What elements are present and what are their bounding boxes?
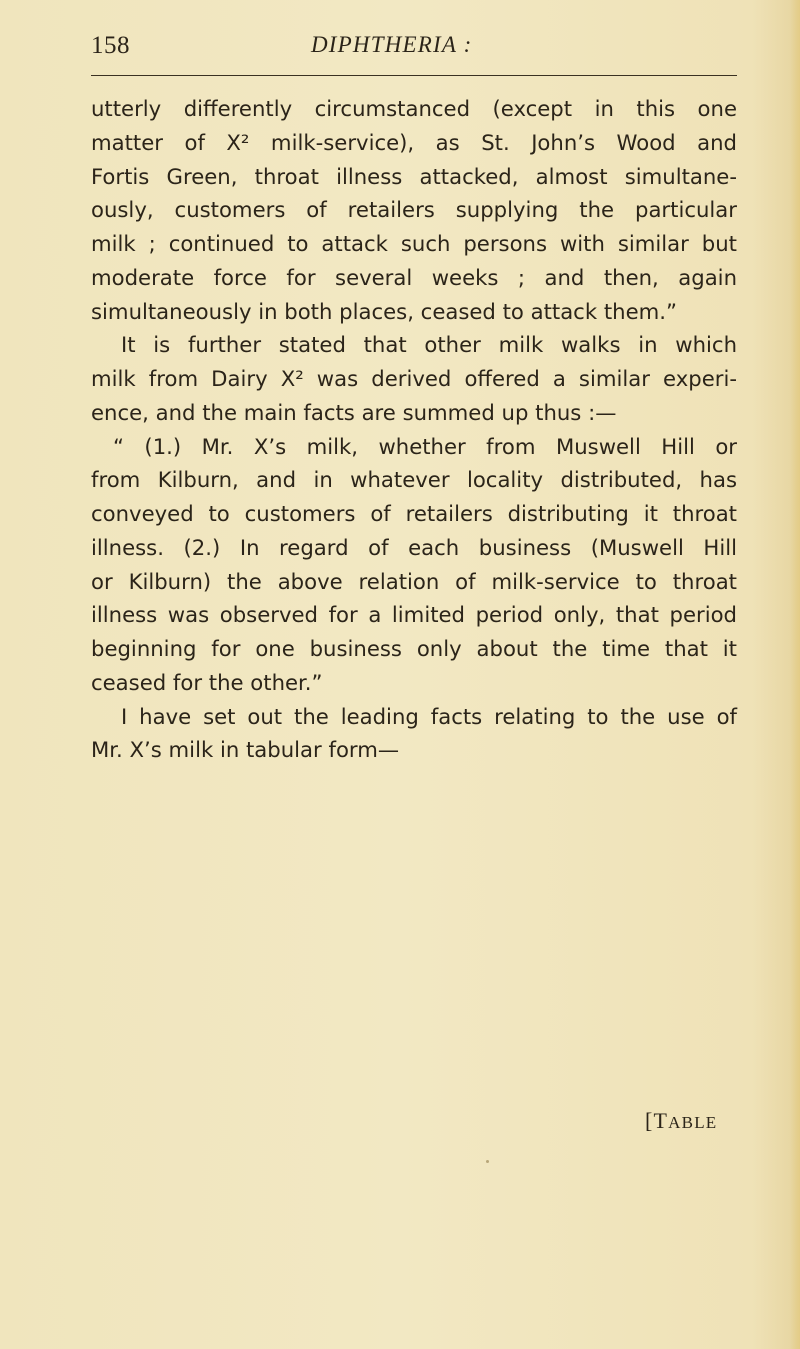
text-line: milk from Dairy X² was derived offered a similar experi- (91, 366, 737, 391)
text-line: matter of X² milk-service), as St. John’s Wood and (91, 129, 737, 155)
text-line: ously, customers of retailers supplying the particular (91, 197, 737, 223)
running-head-title: DIPHTHERIA : (311, 32, 473, 57)
catchword-rest: ABLE (668, 1113, 718, 1132)
text-line: Mr. X’s milk in tabular form— (91, 737, 400, 763)
text-line: Fortis Green, throat illness attacked, almost simultane- (91, 163, 737, 189)
text-line: It is further stated that other milk walks in which (121, 332, 737, 358)
text-line: ceased for the other.” (91, 669, 323, 695)
text-line: simultaneously in both places, ceased to attack them.” (91, 298, 677, 324)
text-line: illness was observed for a limited period only, that period (91, 602, 737, 628)
text-line: “ (1.) Mr. X’s milk, whether from Muswell Hill or (113, 433, 737, 459)
text-line: conveyed to customers of retailers distributing it throat (91, 501, 737, 526)
catchword (645, 1108, 717, 1134)
running-head (91, 28, 737, 68)
page-edge-shadow (790, 0, 800, 1349)
body-text (91, 92, 737, 767)
text-line: ence, and the main facts are summed up thus :— (91, 399, 617, 425)
catchword-initial: T (653, 1108, 669, 1133)
text-line: moderate force for several weeks ; and then, again (91, 264, 737, 290)
text-line: beginning for one business only about the time that it (91, 636, 737, 661)
catchword-bracket: [ (645, 1108, 654, 1133)
text-line: I have set out the leading facts relating to the use of (121, 703, 737, 729)
text-line: or Kilburn) the above relation of milk-service to throat (91, 568, 737, 594)
header-rule (91, 75, 737, 76)
text-line: from Kilburn, and in whatever locality distributed, has (91, 467, 737, 493)
text-line: utterly differently circumstanced (except in this one (91, 96, 737, 121)
page-number: 158 (91, 32, 130, 59)
text-line: milk ; continued to attack such persons with similar but (91, 231, 737, 256)
text-line: illness. (2.) In regard of each business (Muswell Hill (91, 534, 737, 560)
paper-fleck (486, 1160, 489, 1163)
